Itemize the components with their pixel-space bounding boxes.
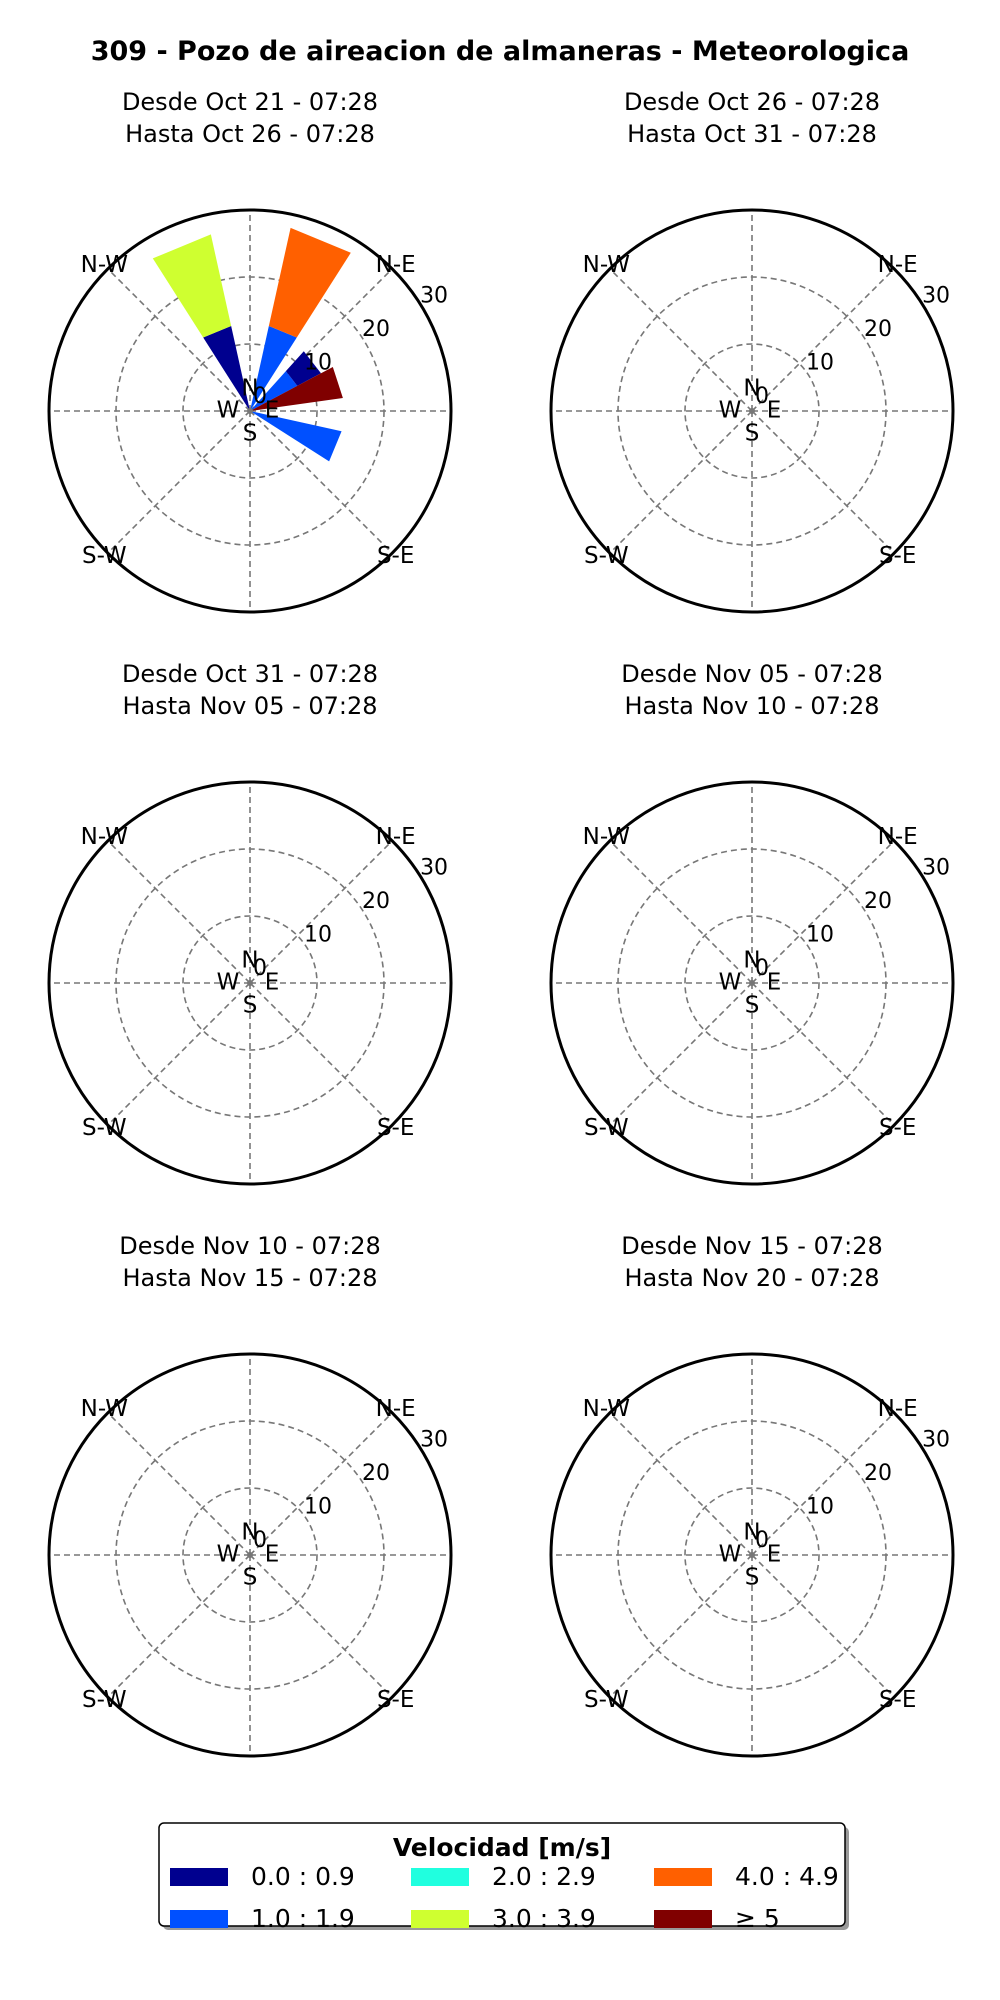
direction-label: N-W: [582, 251, 631, 278]
direction-label: S: [242, 1564, 258, 1591]
direction-label: N-E: [877, 823, 918, 850]
angular-grid-line: [108, 411, 250, 553]
direction-label: W: [718, 397, 742, 424]
radial-tick-label: 0: [253, 956, 267, 981]
direction-label: S-E: [878, 1115, 917, 1142]
panel-title-from: Desde Nov 05 - 07:28: [621, 660, 883, 688]
angular-grid-line: [108, 1413, 250, 1555]
direction-label: W: [718, 969, 742, 996]
legend-title: Velocidad [m/s]: [392, 1833, 612, 1862]
direction-label: S-E: [376, 1687, 415, 1714]
panel-title-to: Hasta Oct 26 - 07:28: [125, 120, 375, 148]
radial-tick-label: 30: [922, 283, 951, 309]
direction-label: S-E: [376, 1115, 415, 1142]
direction-label: E: [766, 397, 782, 424]
direction-label: S: [744, 992, 760, 1019]
angular-grid-line: [250, 1555, 392, 1697]
legend: [159, 1823, 849, 1933]
legend-swatch: [170, 1868, 228, 1886]
direction-label: W: [216, 969, 240, 996]
radial-tick-label: 20: [362, 1461, 391, 1486]
radial-tick-label: 0: [755, 956, 769, 981]
radial-tick-label: 0: [755, 1528, 769, 1553]
radial-tick-label: 10: [806, 922, 835, 948]
direction-label: N: [743, 947, 761, 974]
direction-label: W: [216, 1541, 240, 1568]
panel-title-to: Hasta Nov 15 - 07:28: [122, 1264, 378, 1292]
angular-grid-line: [610, 1413, 752, 1555]
angular-grid-line: [752, 983, 894, 1125]
direction-label: S-W: [583, 1687, 629, 1714]
legend-swatch: [411, 1868, 469, 1886]
direction-label: S: [242, 420, 258, 447]
direction-label: N-E: [375, 1395, 416, 1422]
direction-label: S-E: [878, 543, 917, 570]
radial-tick-label: 10: [304, 922, 333, 948]
radial-tick-label: 30: [420, 855, 449, 881]
angular-grid-line: [250, 983, 392, 1125]
legend-label: ≥ 5: [735, 1904, 780, 1933]
direction-label: N-W: [582, 823, 631, 850]
legend-swatch: [170, 1910, 228, 1928]
radial-tick-label: 20: [864, 1461, 893, 1486]
direction-label: N-W: [80, 251, 129, 278]
direction-label: N-W: [80, 1395, 129, 1422]
wind-rose-panel: [49, 660, 451, 1184]
panels-group: [49, 88, 953, 1756]
legend-label: 1.0 : 1.9: [251, 1904, 355, 1933]
panel-title-from: Desde Nov 15 - 07:28: [621, 1232, 883, 1260]
radial-tick-label: 30: [922, 1427, 951, 1453]
radial-tick-label: 10: [806, 350, 835, 376]
angular-grid-line: [610, 841, 752, 983]
panel-title-to: Hasta Nov 10 - 07:28: [624, 692, 880, 720]
direction-label: W: [216, 397, 240, 424]
panel-title-to: Hasta Nov 05 - 07:28: [122, 692, 378, 720]
direction-label: N-E: [877, 251, 918, 278]
direction-label: N-W: [582, 1395, 631, 1422]
direction-label: N: [241, 947, 259, 974]
wind-rose-panel: [551, 660, 953, 1184]
radial-tick-label: 30: [420, 283, 449, 309]
direction-label: N-E: [877, 1395, 918, 1422]
radial-tick-label: 20: [362, 889, 391, 914]
direction-label: S-W: [81, 1687, 127, 1714]
direction-label: E: [264, 397, 280, 424]
radial-tick-label: 10: [304, 1494, 333, 1520]
direction-label: S-E: [376, 543, 415, 570]
direction-label: S-E: [878, 1687, 917, 1714]
direction-label: N: [241, 1519, 259, 1546]
direction-label: S: [242, 992, 258, 1019]
direction-label: S-W: [583, 1115, 629, 1142]
radial-tick-label: 0: [755, 384, 769, 409]
direction-label: N-E: [375, 823, 416, 850]
direction-label: N: [743, 375, 761, 402]
panel-title-from: Desde Oct 31 - 07:28: [121, 660, 379, 688]
angular-grid-line: [108, 841, 250, 983]
direction-label: N: [241, 375, 259, 402]
figure-title: 309 - Pozo de aireacion de almaneras - Meteorologica: [90, 36, 910, 67]
radial-tick-label: 30: [922, 855, 951, 881]
legend-label: 3.0 : 3.9: [492, 1904, 596, 1933]
panel-title-from: Desde Nov 10 - 07:28: [119, 1232, 381, 1260]
radial-tick-label: 20: [362, 317, 391, 342]
wind-sector-bar: [153, 234, 231, 337]
legend-label: 2.0 : 2.9: [492, 1862, 596, 1891]
direction-label: N-W: [80, 823, 129, 850]
panel-title-to: Hasta Oct 31 - 07:28: [627, 120, 877, 148]
legend-label: 4.0 : 4.9: [735, 1862, 839, 1891]
direction-label: W: [718, 1541, 742, 1568]
direction-label: E: [766, 1541, 782, 1568]
direction-label: S-W: [81, 543, 127, 570]
wind-rose-panel: [551, 1232, 953, 1756]
panel-title-from: Desde Oct 26 - 07:28: [623, 88, 881, 116]
angular-grid-line: [610, 411, 752, 553]
radial-tick-label: 10: [304, 350, 333, 376]
angular-grid-line: [610, 983, 752, 1125]
angular-grid-line: [108, 1555, 250, 1697]
direction-label: S: [744, 1564, 760, 1591]
radial-tick-label: 0: [253, 384, 267, 409]
angular-grid-line: [752, 1555, 894, 1697]
wind-rose-panel: [49, 1232, 451, 1756]
angular-grid-line: [610, 269, 752, 411]
direction-label: S-W: [81, 1115, 127, 1142]
legend-swatch: [411, 1910, 469, 1928]
direction-label: N: [743, 1519, 761, 1546]
direction-label: S: [744, 420, 760, 447]
radial-tick-label: 20: [864, 889, 893, 914]
panel-title-from: Desde Oct 21 - 07:28: [121, 88, 379, 116]
angular-grid-line: [752, 411, 894, 553]
direction-label: E: [264, 969, 280, 996]
direction-label: N-E: [375, 251, 416, 278]
radial-tick-label: 10: [806, 1494, 835, 1520]
angular-grid-line: [108, 983, 250, 1125]
direction-label: E: [264, 1541, 280, 1568]
direction-label: S-W: [583, 543, 629, 570]
panel-title-to: Hasta Nov 20 - 07:28: [624, 1264, 880, 1292]
wind-rose-panel: [49, 88, 451, 612]
legend-swatch: [654, 1910, 712, 1928]
legend-label: 0.0 : 0.9: [251, 1862, 355, 1891]
legend-swatch: [654, 1868, 712, 1886]
radial-tick-label: 0: [253, 1528, 267, 1553]
wind-sector-bar: [269, 228, 351, 338]
angular-grid-line: [610, 1555, 752, 1697]
wind-rose-panel: [551, 88, 953, 612]
direction-label: E: [766, 969, 782, 996]
radial-tick-label: 30: [420, 1427, 449, 1453]
radial-tick-label: 20: [864, 317, 893, 342]
